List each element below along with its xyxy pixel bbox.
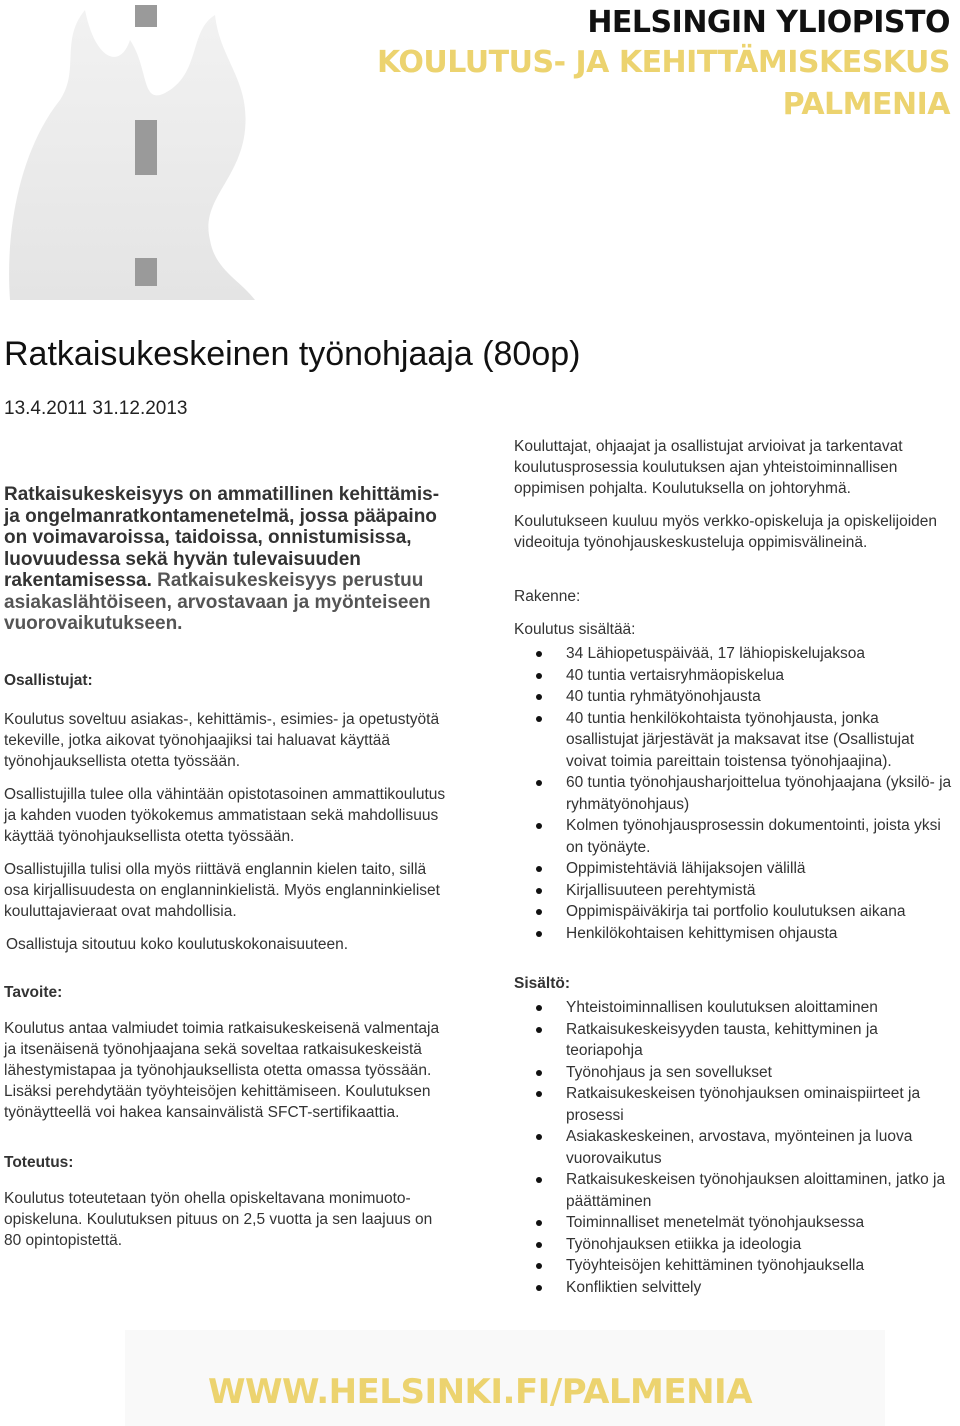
intro-bold: Ratkaisukeskeisyys on ammatillinen kehittämis- ja ongelmanratkontamenetelmä, jossa pääpaino on voimavaroissa, taidoissa, onnistumisissa, luovuudessa sekä hyvän tulevaisuuden rakentamisessa.: [4, 484, 440, 591]
course-dates: 13.4.2011 31.12.2013: [4, 398, 188, 419]
list-item: Henkilökohtaisen kehittymisen ohjausta: [514, 923, 954, 945]
list-item: Asiakaskeskeinen, arvostava, myönteinen ja luova vuorovaikutus: [514, 1126, 954, 1169]
helsinki-flame-logo-icon: [0, 0, 260, 300]
right-p1: Kouluttajat, ohjaajat ja osallistujat arvioivat ja tarkentavat koulutusprosessia koulutuksen ajan yhteistoiminnallisen oppimisen pohjalta. Koulutuksella on johtoryhmä.: [514, 438, 903, 497]
implementation-heading: Toteutus:: [4, 1153, 74, 1171]
structure-list: [514, 643, 954, 944]
unit-name-line2: PALMENIA: [782, 87, 950, 122]
right-column: [514, 436, 954, 1298]
university-name: HELSINGIN YLIOPISTO: [587, 5, 950, 40]
includes-label: Koulutus sisältää:: [514, 621, 636, 638]
left-column: [4, 484, 449, 1251]
list-item: Työnohjaus ja sen sovellukset: [514, 1062, 954, 1084]
implementation-p1: Koulutus toteutetaan työn ohella opiskeltavana monimuoto-opiskeluna. Koulutuksen pituus on 2,5 vuotta ja sen laajuus on 80 opintopistettä.: [4, 1189, 433, 1249]
participants-p1: Koulutus soveltuu asiakas-, kehittämis-, esimies- ja opetustyötä tekeville, jotka aikovat työnohjaajiksi tai haluavat käyttää työnohjauksellista otetta työssään.: [4, 710, 440, 770]
content-list: [514, 997, 954, 1298]
participants-p2: Osallistujilla tulee olla vähintään opistotasoinen ammattikoulutus ja kahden vuoden työkokemus ammatistaan sekä mahdollisuus käyttää työnohjauksellista otetta työssään.: [4, 785, 446, 845]
structure-heading: Rakenne:: [514, 588, 581, 605]
intro-second: Ratkaisukeskeisyys perustuu asiakaslähtöiseen, arvostavaan ja myönteiseen vuorovaikutukseen.: [4, 570, 431, 634]
list-item: Työnohjauksen etiikka ja ideologia: [514, 1234, 954, 1256]
list-item: 40 tuntia vertaisryhmäopiskelua: [514, 665, 954, 687]
list-item: Kirjallisuuteen perehtymistä: [514, 880, 954, 902]
list-item: Toiminnalliset menetelmät työnohjauksessa: [514, 1212, 954, 1234]
participants-p3: Osallistujilla tulisi olla myös riittävä englannin kielen taito, sillä osa kirjallisuudesta on englanninkielistä. Myös englanninkieliset kouluttajavieraat ovat mahdollisia.: [4, 860, 440, 920]
list-item: Työyhteisöjen kehittäminen työnohjauksella: [514, 1255, 954, 1277]
list-item: Ratkaisukeskeisen työnohjauksen ominaispiirteet ja prosessi: [514, 1083, 954, 1126]
unit-name-line1: KOULUTUS- JA KEHITTÄMISKESKUS: [377, 45, 950, 80]
content-heading: Sisältö:: [514, 975, 570, 992]
list-item: Ratkaisukeskeisyyden tausta, kehittyminen ja teoriapohja: [514, 1019, 954, 1062]
list-item: 40 tuntia henkilökohtaista työnohjausta, jonka osallistujat järjestävät ja maksavat itse (Osallistujat voivat toimia pareittain toistensa työnohjaajina).: [514, 708, 954, 773]
right-p2: Koulutukseen kuuluu myös verkko-opiskeluja ja opiskelijoiden videoituja työnohjauskeskusteluja oppimisvälineinä.: [514, 513, 938, 551]
list-item: 60 tuntia työnohjausharjoittelua työnohjaajana (yksilö- ja ryhmätyönohjaus): [514, 772, 954, 815]
list-item: 34 Lähiopetuspäivää, 17 lähiopiskelujaksoa: [514, 643, 954, 665]
list-item: 40 tuntia ryhmätyönohjausta: [514, 686, 954, 708]
participants-heading: Osallistujat:: [4, 671, 93, 689]
goal-heading: Tavoite:: [4, 983, 63, 1001]
list-item: Kolmen työnohjausprosessin dokumentointi, joista yksi on työnäyte.: [514, 815, 954, 858]
brand-header: [377, 4, 950, 126]
page-title: Ratkaisukeskeinen työnohjaaja (80op): [4, 335, 581, 373]
participants-p4: Osallistuja sitoutuu koko koulutuskokonaisuuteen.: [6, 935, 349, 953]
intro-text: [4, 484, 449, 635]
list-item: Ratkaisukeskeisen työnohjauksen aloittaminen, jatko ja päättäminen: [514, 1169, 954, 1212]
list-item: Oppimispäiväkirja tai portfolio koulutuksen aikana: [514, 901, 954, 923]
goal-p1: Koulutus antaa valmiudet toimia ratkaisukeskeisenä valmentaja ja itsenäisenä työnohjaajana sekä soveltaa ratkaisukeskeistä lähestymistapaa ja työnohjauksellista otetta omassa työssään. Lisäksi perehdytään työyhteisöjen kehittämiseen. Koulutuksen työnäytteellä voi hakea kansainvälistä SFCT-sertifikaattia.: [4, 1019, 440, 1121]
list-item: Yhteistoiminnallisen koulutuksen aloittaminen: [514, 997, 954, 1019]
list-item: Oppimistehtäviä lähijaksojen välillä: [514, 858, 954, 880]
footer-url[interactable]: WWW.HELSINKI.FI/PALMENIA: [207, 1372, 753, 1412]
list-item: Konfliktien selvittely: [514, 1277, 954, 1299]
